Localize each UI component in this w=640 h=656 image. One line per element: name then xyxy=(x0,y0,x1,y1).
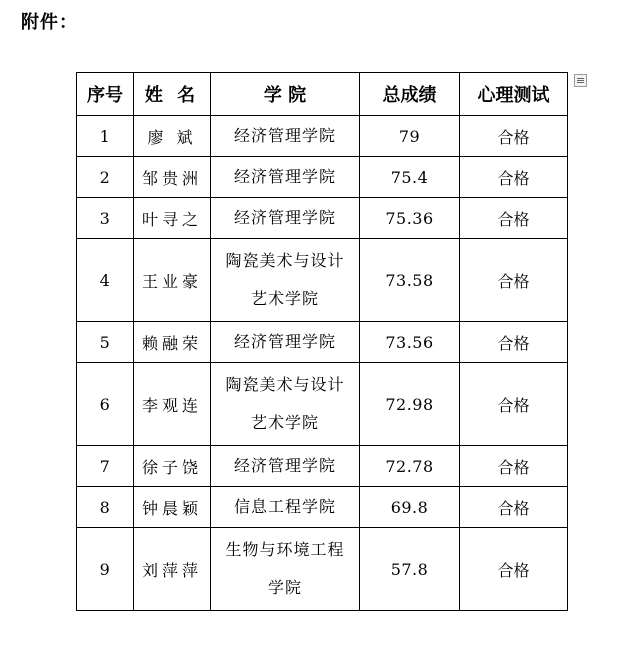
college-line: 陶瓷美术与设计 xyxy=(225,251,345,270)
cell-score: 73.58 xyxy=(360,239,460,322)
table-row xyxy=(77,198,568,239)
cell-test: 合格 xyxy=(460,446,568,487)
table-row xyxy=(77,322,568,363)
cell-no: 8 xyxy=(77,487,134,528)
cell-score: 72.98 xyxy=(360,363,460,446)
cell-no: 1 xyxy=(77,116,134,157)
cell-no: 4 xyxy=(77,239,134,322)
results-table xyxy=(76,72,568,611)
college-line: 信息工程学院 xyxy=(233,497,336,516)
college-line: 陶瓷美术与设计 xyxy=(225,375,345,394)
college-line: 经济管理学院 xyxy=(233,126,336,145)
table-body xyxy=(77,116,568,611)
cell-no: 7 xyxy=(77,446,134,487)
cell-no: 9 xyxy=(77,528,134,611)
cell-test: 合格 xyxy=(460,528,568,611)
cell-test: 合格 xyxy=(460,487,568,528)
cell-no: 5 xyxy=(77,322,134,363)
cell-college xyxy=(211,116,360,157)
college-line: 经济管理学院 xyxy=(233,208,336,227)
table-row xyxy=(77,239,568,322)
cell-test: 合格 xyxy=(460,239,568,322)
table-handle-icon[interactable] xyxy=(574,74,587,87)
cell-score: 57.8 xyxy=(360,528,460,611)
cell-score: 75.36 xyxy=(360,198,460,239)
cell-score: 69.8 xyxy=(360,487,460,528)
cell-test: 合格 xyxy=(460,363,568,446)
college-line: 经济管理学院 xyxy=(233,332,336,351)
cell-test: 合格 xyxy=(460,157,568,198)
table-header-row xyxy=(77,73,568,116)
attachment-label: 附件： xyxy=(21,12,78,33)
cell-name: 叶寻之 xyxy=(134,198,211,239)
cell-college xyxy=(211,239,360,322)
header-test: 心理测试 xyxy=(460,73,568,116)
cell-name: 徐子饶 xyxy=(134,446,211,487)
college-line: 经济管理学院 xyxy=(233,456,336,475)
cell-no: 6 xyxy=(77,363,134,446)
cell-name: 钟晨颖 xyxy=(134,487,211,528)
cell-name: 刘萍萍 xyxy=(134,528,211,611)
table-row xyxy=(77,487,568,528)
cell-name: 李观连 xyxy=(134,363,211,446)
header-college: 学 院 xyxy=(211,73,360,116)
cell-college xyxy=(211,487,360,528)
table-row xyxy=(77,528,568,611)
cell-no: 2 xyxy=(77,157,134,198)
cell-college xyxy=(211,157,360,198)
college-line: 艺术学院 xyxy=(250,413,319,432)
cell-score: 73.56 xyxy=(360,322,460,363)
header-no: 序号 xyxy=(77,73,134,116)
header-name: 姓 名 xyxy=(134,73,211,116)
cell-college xyxy=(211,198,360,239)
cell-test: 合格 xyxy=(460,322,568,363)
cell-college xyxy=(211,528,360,611)
cell-name: 邹贵洲 xyxy=(134,157,211,198)
college-line: 学院 xyxy=(267,578,302,597)
cell-college xyxy=(211,363,360,446)
header-score: 总成绩 xyxy=(360,73,460,116)
table-row xyxy=(77,116,568,157)
cell-score: 75.4 xyxy=(360,157,460,198)
cell-name: 赖融荣 xyxy=(134,322,211,363)
cell-college xyxy=(211,446,360,487)
cell-score: 79 xyxy=(360,116,460,157)
cell-score: 72.78 xyxy=(360,446,460,487)
cell-college xyxy=(211,322,360,363)
cell-name: 廖 斌 xyxy=(134,116,211,157)
table-row xyxy=(77,446,568,487)
table-row xyxy=(77,157,568,198)
cell-test: 合格 xyxy=(460,198,568,239)
cell-no: 3 xyxy=(77,198,134,239)
cell-name: 王业豪 xyxy=(134,239,211,322)
table-row xyxy=(77,363,568,446)
college-line: 艺术学院 xyxy=(250,289,319,308)
college-line: 生物与环境工程 xyxy=(225,540,345,559)
cell-test: 合格 xyxy=(460,116,568,157)
college-line: 经济管理学院 xyxy=(233,167,336,186)
